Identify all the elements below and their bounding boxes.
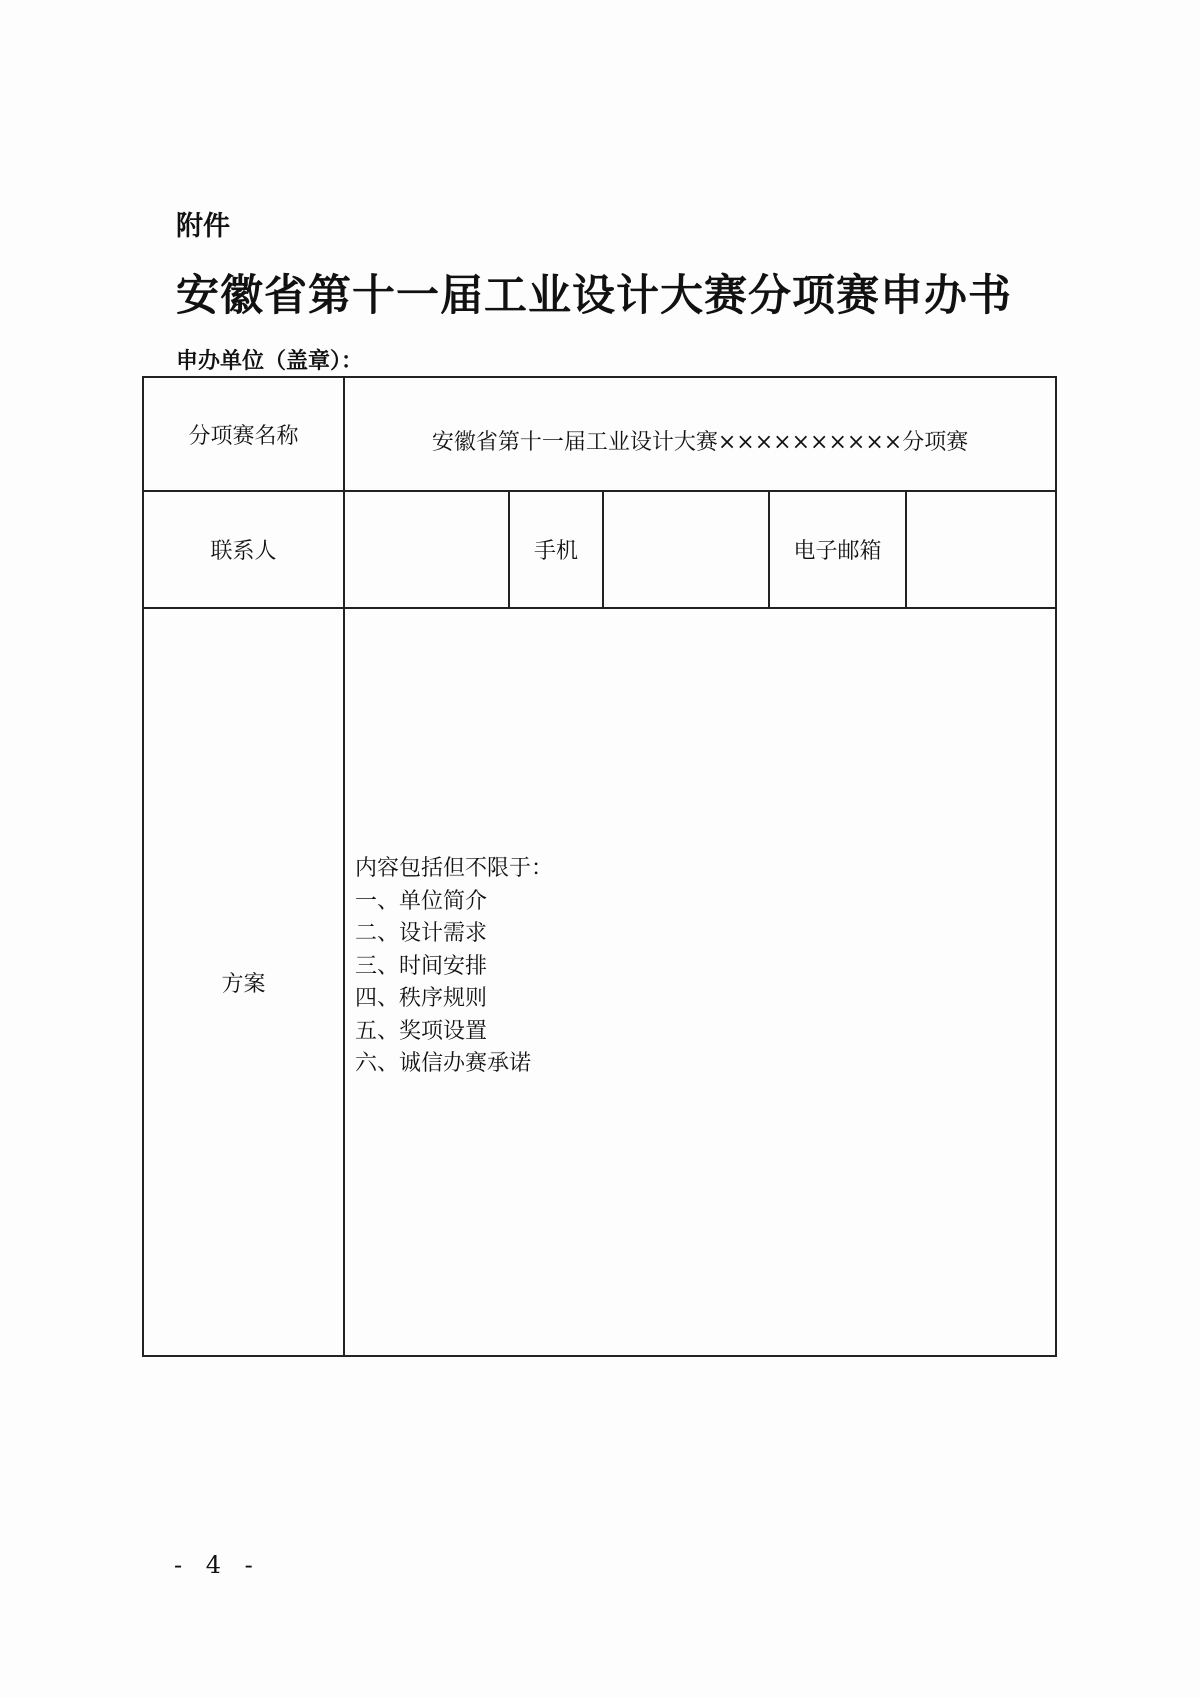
contact-field[interactable] bbox=[344, 491, 509, 608]
plan-item: 五、奖项设置 bbox=[355, 1018, 488, 1044]
document-title: 安徽省第十一届工业设计大赛分项赛申办书 bbox=[176, 271, 1012, 321]
plan-content[interactable] bbox=[344, 608, 1056, 1356]
contact-label: 联系人 bbox=[143, 491, 344, 608]
plan-item: 三、时间安排 bbox=[355, 953, 488, 979]
subcompetition-name-label: 分项赛名称 bbox=[143, 377, 344, 491]
phone-label: 手机 bbox=[509, 491, 603, 608]
applicant-unit-label: 申办单位（盖章）： bbox=[176, 348, 364, 374]
plan-label: 方案 bbox=[143, 608, 344, 1356]
plan-item: 四、秩序规则 bbox=[355, 986, 488, 1012]
plan-item: 一、单位简介 bbox=[355, 888, 488, 914]
plan-item: 二、设计需求 bbox=[355, 921, 488, 947]
attachment-label: 附件 bbox=[176, 211, 230, 242]
application-form-table bbox=[142, 376, 1057, 1357]
email-label: 电子邮箱 bbox=[769, 491, 906, 608]
page-number: - 4 - bbox=[174, 1551, 261, 1579]
phone-field[interactable] bbox=[603, 491, 769, 608]
plan-intro: 内容包括但不限于： bbox=[355, 856, 554, 882]
subcompetition-name-value: 安徽省第十一届工业设计大赛××××××××××分项赛 bbox=[344, 377, 1056, 491]
email-field[interactable] bbox=[906, 491, 1056, 608]
plan-item: 六、诚信办赛承诺 bbox=[355, 1051, 532, 1077]
